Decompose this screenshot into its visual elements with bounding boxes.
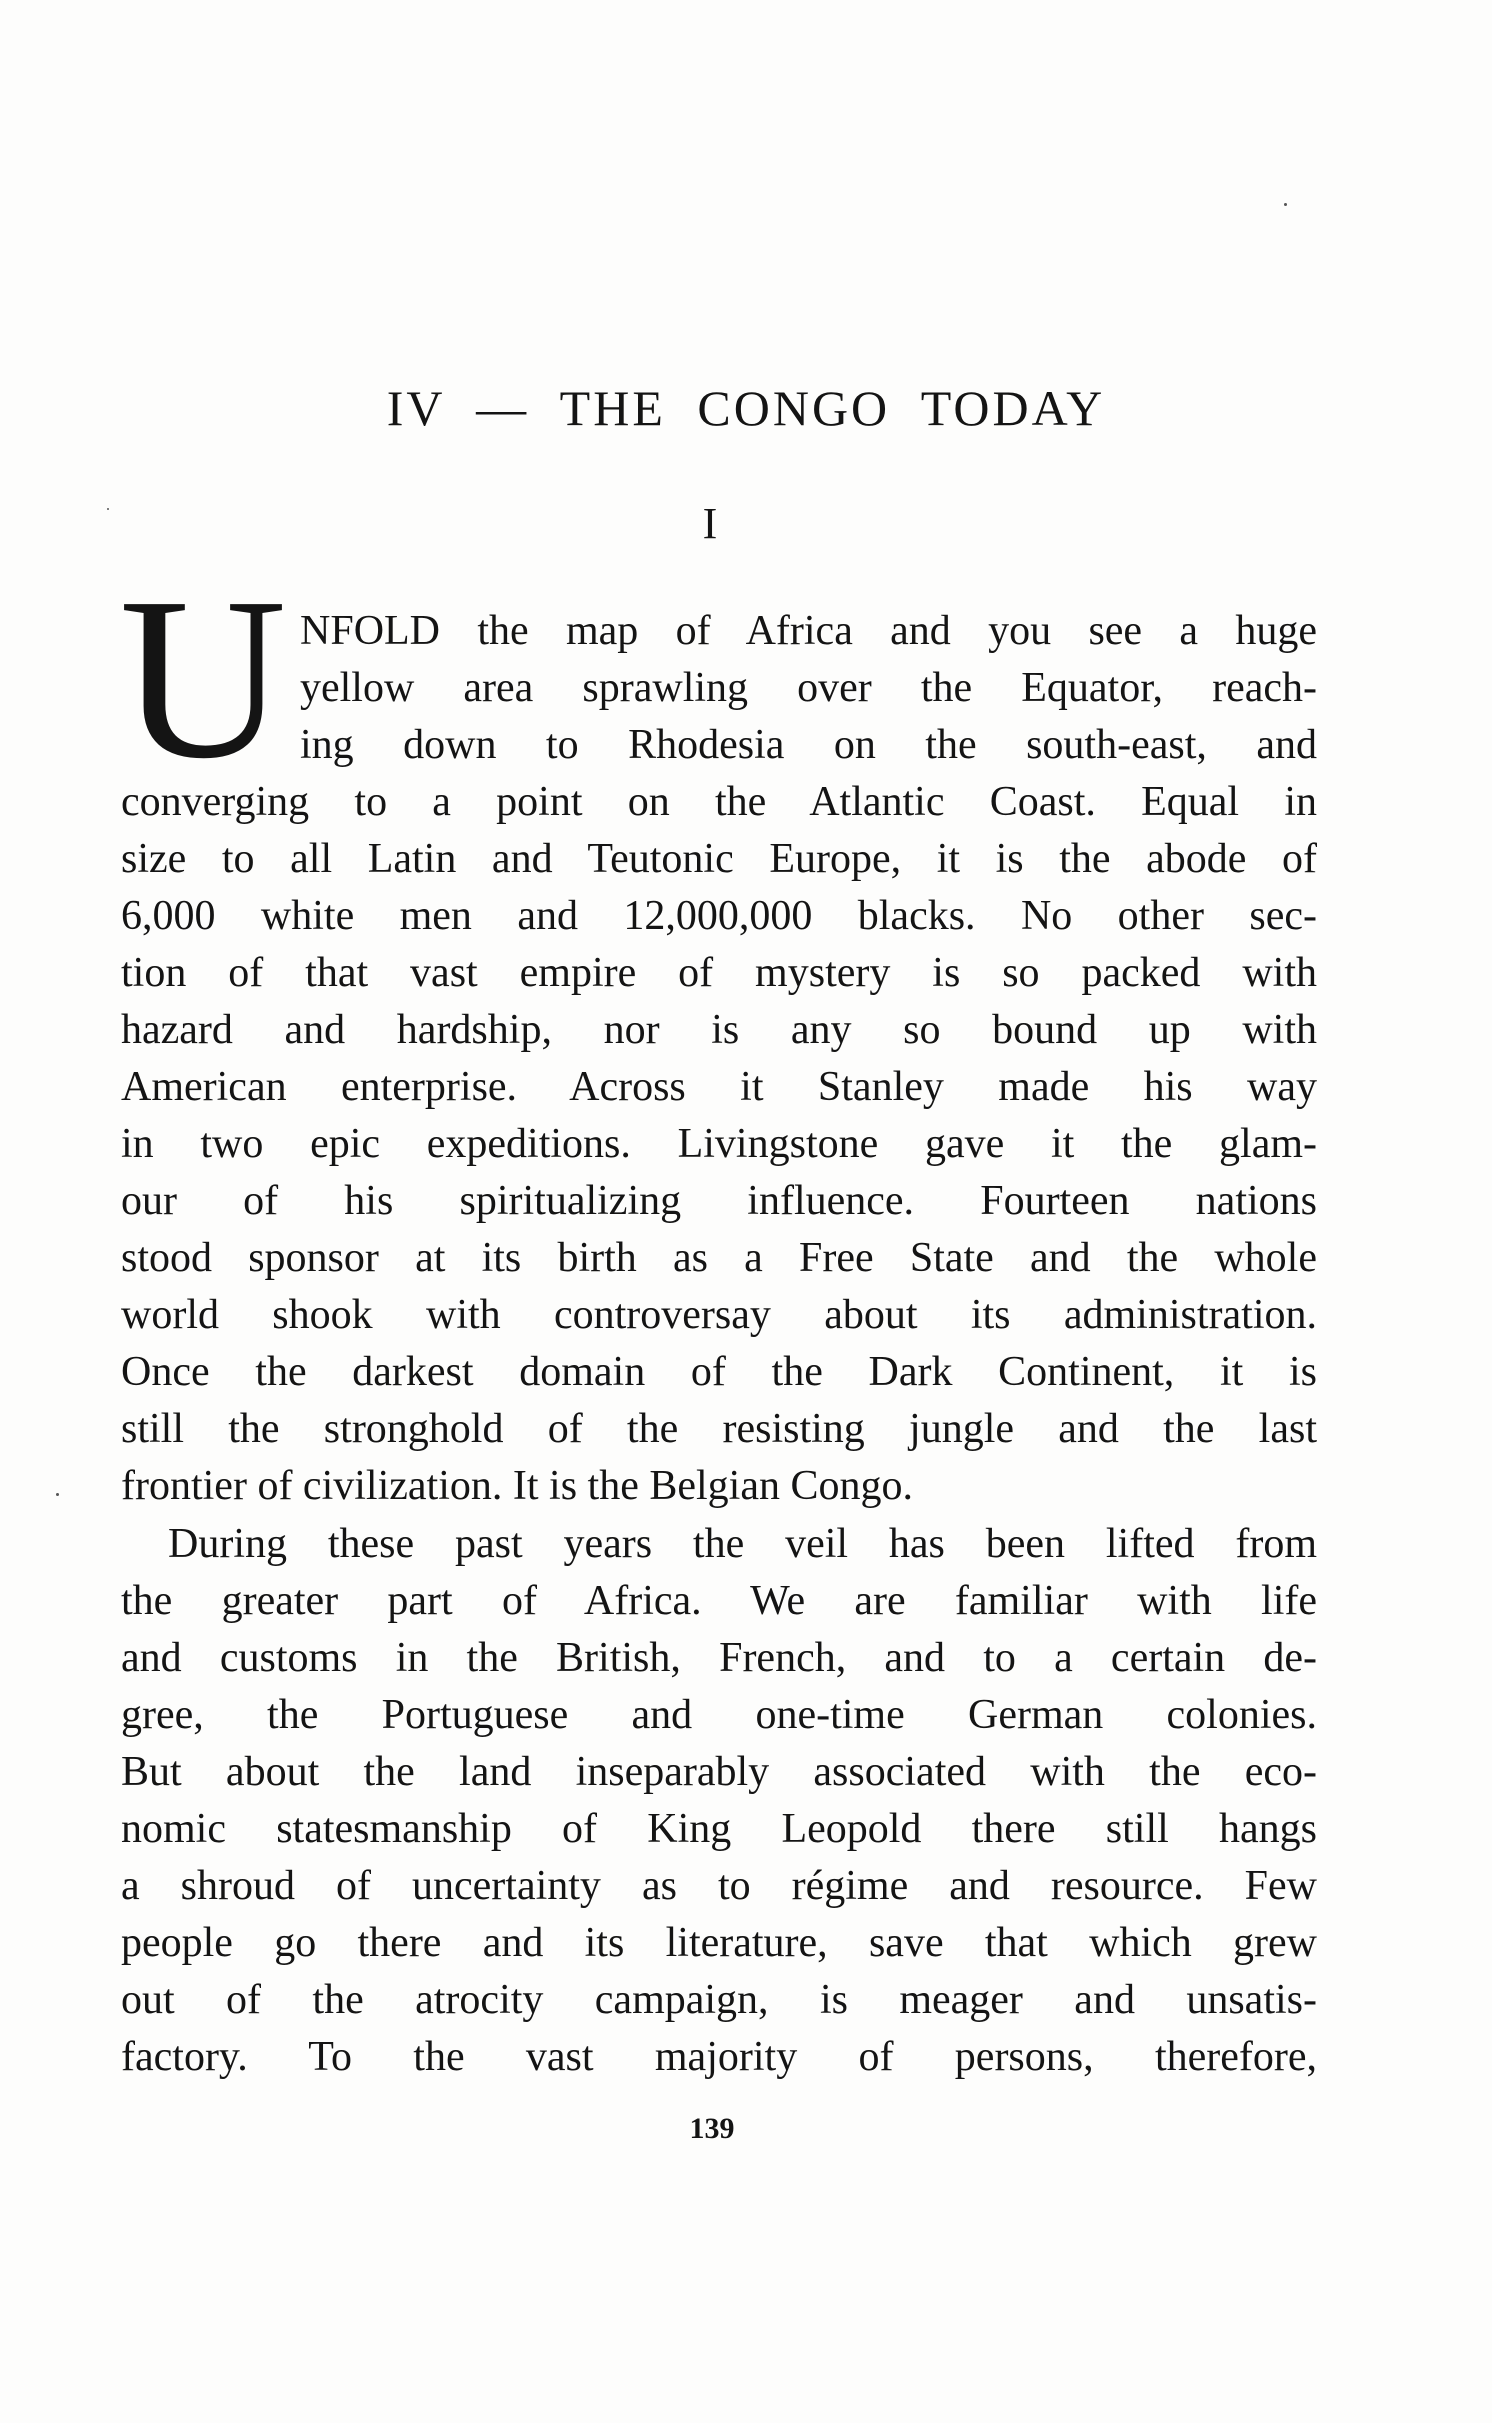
text-line: During these past years the veil has been lifted from (168, 1521, 1317, 1567)
text-line: gree, the Portuguese and one-time German colonies. (121, 1692, 1317, 1738)
text-line: a shroud of uncertainty as to régime and resource. Few (121, 1863, 1317, 1909)
text-line: But about the land inseparably associated with the eco- (121, 1749, 1317, 1795)
text-line: the greater part of Africa. We are familiar with life (121, 1578, 1317, 1624)
text-line: still the stronghold of the resisting jungle and the last (121, 1406, 1317, 1452)
text-line: frontier of civilization. It is the Belgian Congo. (121, 1463, 913, 1509)
text-line: hazard and hardship, nor is any so bound up with (121, 1007, 1317, 1053)
text-line: factory. To the vast majority of persons, therefore, (121, 2034, 1317, 2080)
text-line: in two epic expeditions. Livingstone gave it the glam- (121, 1121, 1317, 1167)
page-number: 139 (689, 2112, 735, 2145)
chapter-heading: IV — THE CONGO TODAY (386, 380, 1106, 436)
text-line: ing down to Rhodesia on the south-east, and (300, 722, 1317, 768)
drop-cap: U (119, 550, 287, 807)
text-line: nomic statesmanship of King Leopold there still hangs (121, 1806, 1317, 1852)
text-line: yellow area sprawling over the Equator, reach- (300, 665, 1317, 711)
text-line: people go there and its literature, save that which grew (121, 1920, 1317, 1966)
text-line: size to all Latin and Teutonic Europe, it is the abode of (121, 836, 1317, 882)
text-line: NFOLD the map of Africa and you see a huge (300, 608, 1317, 654)
paper-speck (56, 1493, 59, 1496)
text-line: Once the darkest domain of the Dark Continent, it is (121, 1349, 1317, 1395)
text-line: and customs in the British, French, and to a certain de- (121, 1635, 1317, 1681)
text-line: 6,000 white men and 12,000,000 blacks. No other sec- (121, 893, 1317, 939)
text-line: out of the atrocity campaign, is meager and unsatis- (121, 1977, 1317, 2023)
text-line: American enterprise. Across it Stanley made his way (121, 1064, 1317, 1110)
text-line: converging to a point on the Atlantic Coast. Equal in (121, 779, 1317, 825)
section-number: I (702, 499, 718, 548)
text-line: our of his spiritualizing influence. Fourteen nations (121, 1178, 1317, 1224)
text-line: world shook with controversay about its administration. (121, 1292, 1317, 1338)
text-line: tion of that vast empire of mystery is so packed with (121, 950, 1317, 996)
paper-speck (107, 508, 109, 510)
text-line: stood sponsor at its birth as a Free State and the whole (121, 1235, 1317, 1281)
paper-speck (1284, 203, 1287, 206)
